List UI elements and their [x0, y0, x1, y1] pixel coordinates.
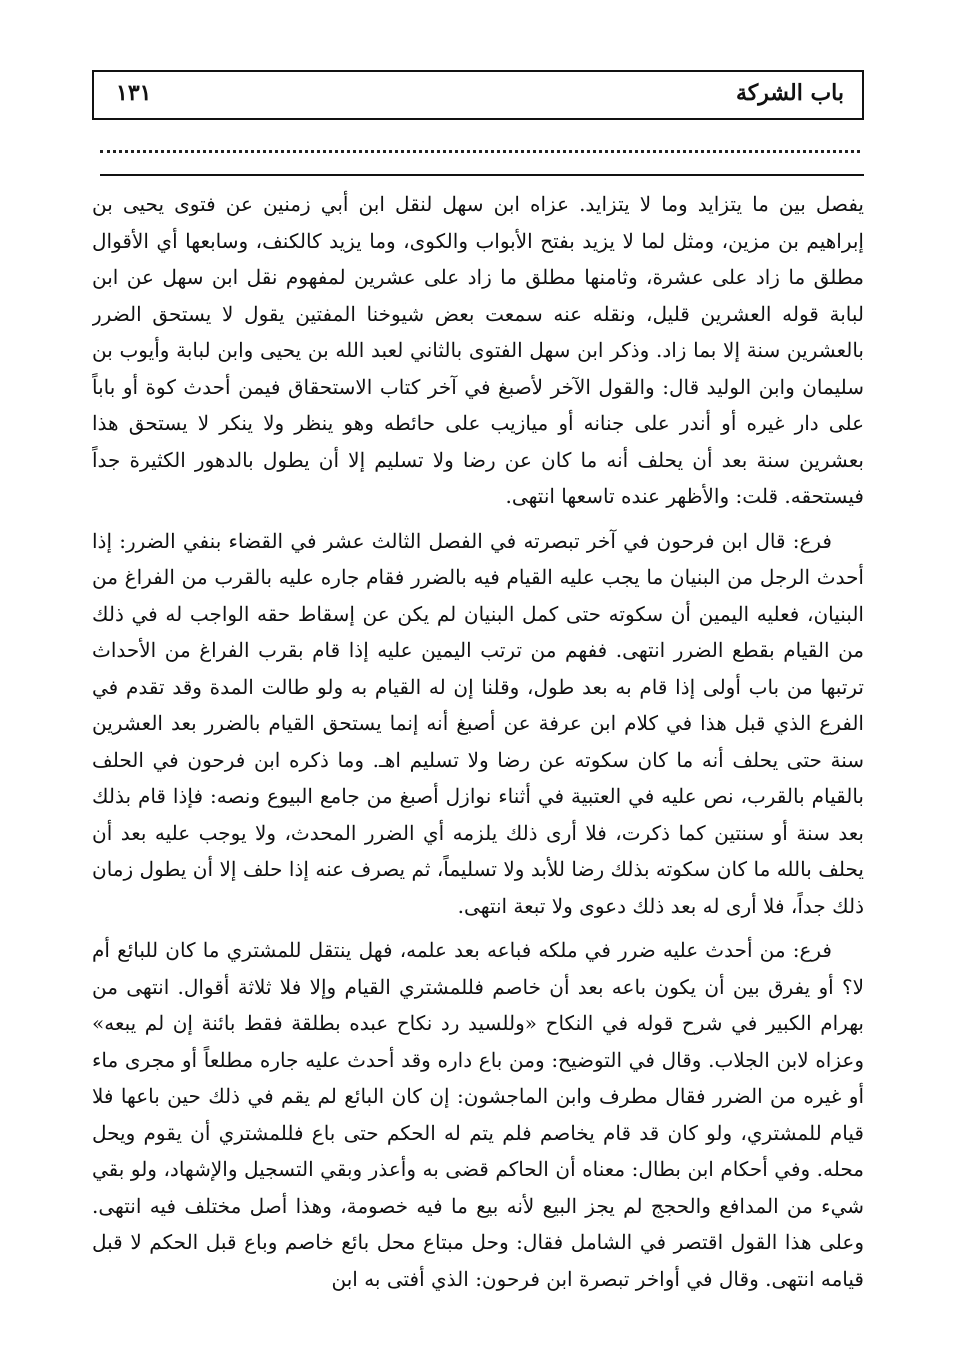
page-number: ١٣١: [116, 80, 152, 106]
solid-separator: [100, 174, 864, 176]
body-text: [92, 186, 864, 1356]
paragraph-2: فرع: قال ابن فرحون في آخر تبصرته في الفصل الثالث عشر في القضاء بنفي الضرر: إذا أحدث الرجل من البنيان ما يجب عليه القيام فيه بالضرر فقام جاره عليه بالقرب من الفراغ من البنيان، فعليه اليمين أن سكوته حتى كمل البنيان لم يكن عن إسقاط حقه الواجب له في ذلك من القيام بقطع الضرر انتهى. ففهم من ترتب اليمين عليه إذا قام بقرب الفراغ من الأحداث ترتبها من باب أولى إذا قام به بعد طول، وقلنا إن له القيام به ولو طالت المدة وقد تقدم في الفرع الذي قبل هذا في كلام ابن عرفة عن أصبغ أنه إنما يستحق القيام بالضرر بعد العشرين سنة حتى يحلف أنه ما كان سكوته عن رضا ولا تسليم اهـ. وما ذكره ابن فرحون في الحلف بالقيام بالقرب، نص عليه في العتبية في أثناء نوازل أصبغ من جامع البيوع ونصه: فإذا قام بذلك بعد سنة أو سنتين كما ذكرت، فلا أرى ذلك يلزمه أي الضرر المحدث، ولا يوجب عليه بعد أن يحلف بالله ما كان سكوته بذلك رضا للأبد ولا تسليماً، ثم يصرف عنه إذا حلف إلا أن يطول زمان ذلك جداً، فلا أرى له بعد ذلك دعوى ولا تبعة انتهى.: [92, 528, 864, 918]
chapter-title: باب الشركة: [735, 80, 844, 106]
paragraph-1: يفصل بين ما يتزايد وما لا يتزايد. عزاه ابن سهل لنقل ابن أبي زمنين عن فتوى يحيى بن إبراهيم بن مزين، ومثل لما لا يزيد بفتح الأبواب والكوى، وما يزيد كالكنف، وسابعها أي الأقوال مطلق ما زاد على عشرة، وثامنها مطلق ما زاد على عشرين لمفهوم نقل ابن سهل عن ابن لبابة قوله العشرين قليل، ونقله عنه سمعت بعض شيوخنا المفتين يقول لا يستحق الضرر بالعشرين سنة إلا بما زاد. وذكر ابن سهل الفتوى بالثاني لعبد الله بن يحيى وابن لبابة وأيوب بن سليمان وابن الوليد قال: والقول الآخر لأصبغ في آخر كتاب الاستحقاق فيمن أحدث كوة أو باباً على دار غيره أو أندر على جنانه أو ميازيب على حائطه وهو ينظر ولا ينكر لا يستحق هذا بعشرين سنة بعد أن يحلف أنه ما كان عن رضا ولا تسليم إلا أن يطول بالدهور الكثيرة جداً فيستحقه. قلت: والأظهر عنده تاسعها انتهى.: [92, 192, 864, 508]
paragraph-3: فرع: من أحدث عليه ضرر في ملكه فباعه بعد علمه، فهل ينتقل للمشتري ما كان للبائع أم لا؟ أو يفرق بين أن يكون باعه بعد أن خاصم فللمشتري القيام وإلا فلا ثلاثة أقوال. انتهى من بهرام الكبير في شرح قوله في النكاح «وللسيد رد نكاح عبده بطلقة فقط بائنة إن لم يبعه» وعزاه لابن الجلاب. وقال في التوضيح: ومن باع داره وقد أحدث عليه جاره مطلعاً أو مجرى ماء أو غيره من الضرر فقال مطرف وابن الماجشون: إن كان البائع لم يقم في ذلك حين باعها فلا قيام للمشتري، ولو كان قد قام يخاصم فلم يتم له الحكم حتى باع فللمشتري أن يقوم ويحل محله. وفي أحكام ابن بطال: معناه أن الحاكم قضى به وأعذر وبقي التسجيل والإشهاد، ولو بقي شيء من المدافع والحجج لم يجز البيع لأنه بيع ما فيه خصومة، وهذا أصل مختلف فيه انتهى. وعلى هذا القول اقتصر في الشامل فقال: وحل مبتاع محل بائع خاصم وباع قبل الحكم لا قبل قيامه انتهى. وقال في أواخر تبصرة ابن فرحون: الذي أفتى به ابن: [92, 938, 864, 1291]
running-header: [92, 70, 864, 120]
dotted-separator: [100, 150, 860, 153]
